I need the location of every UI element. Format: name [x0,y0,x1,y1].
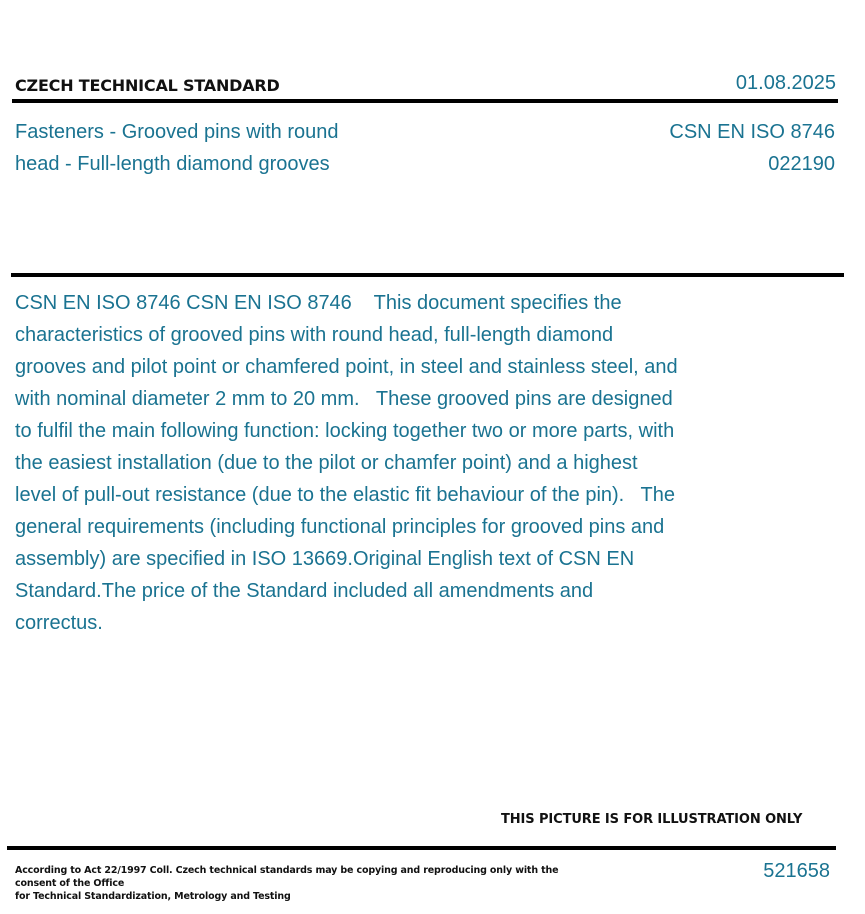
catalog-number: 521658 [763,860,830,882]
legal-notice [15,864,585,903]
header-divider [12,99,838,103]
document-title-line2: head - Full-length diamond grooves [15,153,330,175]
legal-notice-line1: According to Act 22/1997 Coll. Czech technical standards may be copying and reproducing only with the consent of the Office [15,865,559,889]
illustration-note: THIS PICTURE IS FOR ILLUSTRATION ONLY [501,812,803,827]
standard-number: CSN EN ISO 8746 [669,121,835,143]
standard-identifier [669,116,835,180]
section-divider [11,273,844,277]
footer-divider [7,846,836,850]
document-description: CSN EN ISO 8746 CSN EN ISO 8746 This document specifies the characteristics of grooved pins with round head, full-length diamond grooves and pilot point or chamfered point, in steel and stainless steel, and with nominal diameter 2 mm to 20 mm. These grooved pins are designed to fulfil the main following function: locking together two or more parts, with the easiest installation (due to the pilot or chamfer point) and a highest level of pull-out resistance (due to the elastic fit behaviour of the pin). The general requirements (including functional principles for grooved pins and assembly) are specified in ISO 13669.Original English text of CSN EN Standard.The price of the Standard included all amendments and correctus. [15,292,684,634]
standard-type-label: CZECH TECHNICAL STANDARD [15,76,280,95]
publication-date: 01.08.2025 [735,72,836,94]
classification-code: 022190 [768,153,835,175]
document-title-line1: Fasteners - Grooved pins with round [15,121,339,143]
legal-notice-line2: for Technical Standardization, Metrology and Testing [15,891,291,902]
document-title [15,116,415,180]
